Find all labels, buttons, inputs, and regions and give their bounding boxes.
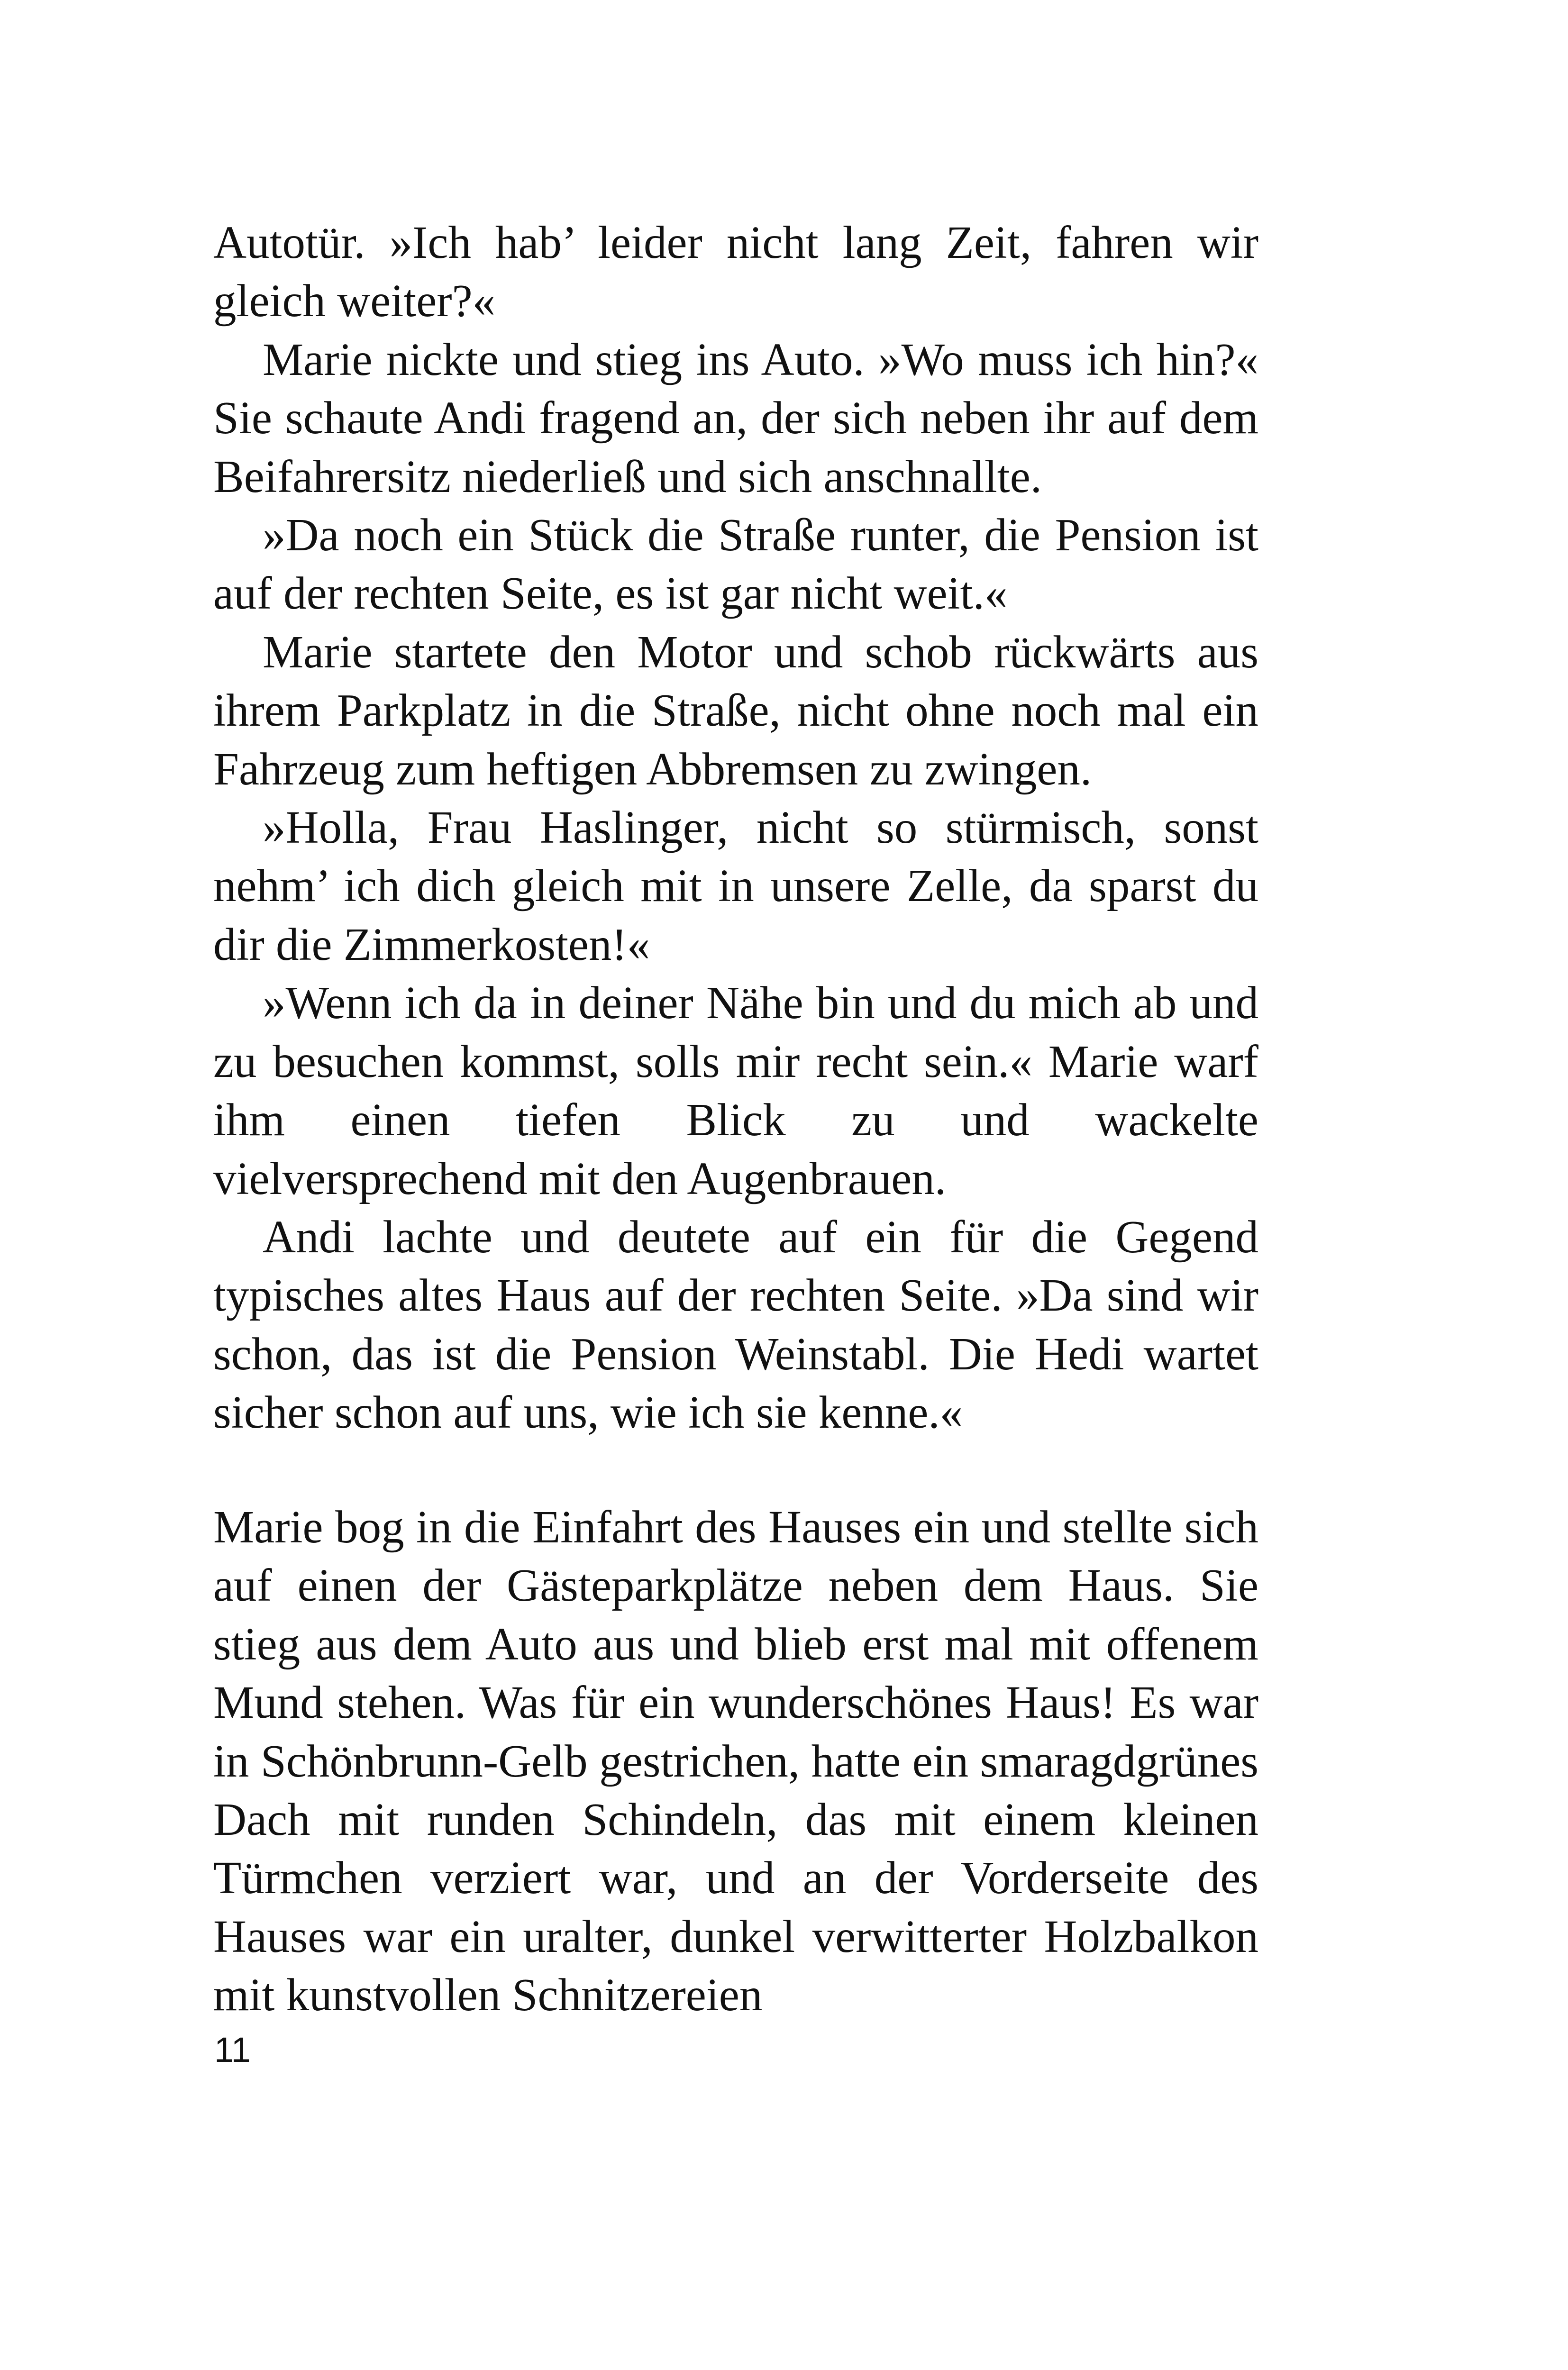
paragraph-4: Marie startete den Motor und schob rückwärts aus ihrem Parkplatz in die Straße, nicht ohne noch mal ein Fahrzeug zum heftigen Abbremsen zu zwingen. (213, 626, 1258, 794)
paragraph-6: »Wenn ich da in deiner Nähe bin und du mich ab und zu besuchen kommst, solls mir recht sein.« Marie warf ihm einen tiefen Blick zu und wackelte vielversprechend mit den Augenbrauen. (213, 977, 1258, 1204)
page-number: 11 (214, 2030, 251, 2069)
text-section-1 (213, 213, 1258, 1442)
paragraph-1: Autotür. »Ich hab’ leider nicht lang Zeit, fahren wir gleich weiter?« (213, 217, 1258, 327)
paragraph-7: Andi lachte und deutete auf ein für die Gegend typisches altes Haus auf der rechten Seite. »Da sind wir schon, das ist die Pension Weinstabl. Die Hedi wartet sicher schon auf uns, wie ich sie kenne.« (213, 1211, 1258, 1438)
paragraph-8: Marie bog in die Einfahrt des Hauses ein und stellte sich auf einen der Gästeparkplätze neben dem Haus. Sie stieg aus dem Auto aus und blieb erst mal mit offenem Mund stehen. Was für ein wunderschönes Haus! Es war in Schönbrunn-Gelb gestrichen, hatte ein smaragdgrünes Dach mit runden Schindeln, das mit einem kleinen Türmchen verziert war, und an der Vorderseite des Hauses war ein uralter, dunkel verwitterter Holzbalkon mit kunstvollen Schnitzereien (213, 1502, 1258, 2021)
text-section-2 (213, 1498, 1258, 2024)
paragraph-2: Marie nickte und stieg ins Auto. »Wo muss ich hin?« Sie schaute Andi fragend an, der sich neben ihr auf dem Beifahrersitz niederließ und sich anschnallte. (213, 334, 1258, 502)
paragraph-3: »Da noch ein Stück die Straße runter, die Pension ist auf der rechten Seite, es ist gar nicht weit.« (213, 510, 1258, 619)
paragraph-5: »Holla, Frau Haslinger, nicht so stürmisch, sonst nehm’ ich dich gleich mit in unsere Zelle, da sparst du dir die Zimmerkosten!« (213, 802, 1258, 970)
